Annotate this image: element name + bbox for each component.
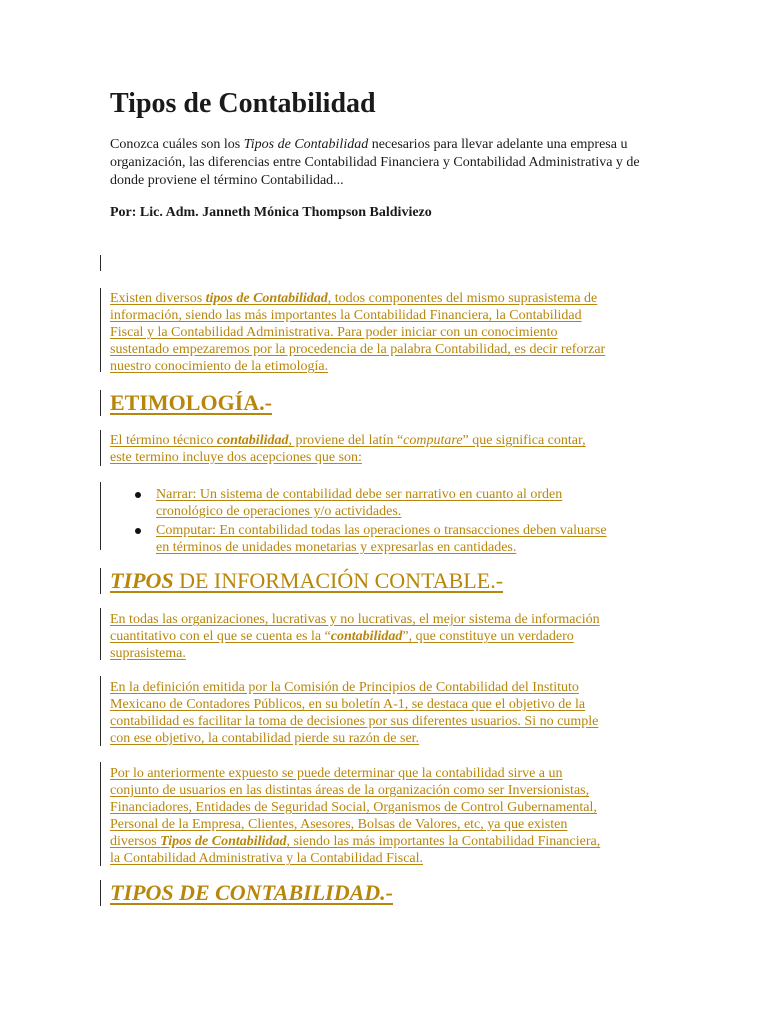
heading-tipos-informacion[interactable] xyxy=(110,567,503,595)
change-bar xyxy=(100,430,101,466)
paragraph-termino[interactable] xyxy=(110,432,586,466)
intro-italic-term: Tipos de Contabilidad xyxy=(243,137,369,152)
page-title: Tipos de Contabilidad xyxy=(110,88,376,119)
paragraph-line: Existen diversos tipos de Contabilidad, todos componentes del mismo suprasistema de xyxy=(110,291,598,306)
paragraph-line: nuestro conocimiento de la etimología. xyxy=(110,359,329,374)
paragraph-line: información, siendo las más importantes la Contabilidad Financiera, la Contabilidad xyxy=(110,308,582,323)
change-bar xyxy=(100,288,101,372)
intro-paragraph xyxy=(110,136,670,190)
paragraph-organizaciones[interactable]: En todas las organizaciones, lucrativas y no lucrativas, el mejor sistema de información cuantitativo con el que se cuenta es la “contabilidad”, que constituye un verdadero suprasistema. xyxy=(110,612,600,661)
intro-text-end: necesarios para llevar adelante una empresa u organización, las diferencias entre Contabilidad Financiera y Contabilidad Administrativa y de donde proviene el término Contabilidad... xyxy=(110,137,640,188)
paragraph-line: Fiscal y la Contabilidad Administrativa. Para poder iniciar con un conocimiento xyxy=(110,325,558,340)
change-bar xyxy=(100,482,101,550)
paragraph-line: este termino incluye dos acepciones que son: xyxy=(110,450,362,465)
paragraph-anteriormente[interactable]: Por lo anteriormente expuesto se puede determinar que la contabilidad sirve a un conjunto de usuarios en las distintas áreas de la organización como ser Inversionistas, Financiadores, Entidades de Seguridad Social, Organismos de Control Gubernamental, Personal de la Empresa, Clientes, Asesores, Bolsas de Valores, etc, ya que existen diversos Tipos de Contabilidad, siendo las más importantes la Contabilidad Financiera, la Contabilidad Administrativa y la Contabilidad Fiscal. xyxy=(110,766,601,866)
bullet-icon xyxy=(135,492,141,498)
latin-term: computare xyxy=(403,433,463,448)
author-byline: Por: Lic. Adm. Janneth Mónica Thompson Baldiviezo xyxy=(110,205,432,220)
heading-regular-part: DE INFORMACIÓN CONTABLE.- xyxy=(173,568,504,593)
emphasis-term: Tipos de Contabilidad xyxy=(160,834,287,849)
change-bar xyxy=(100,762,101,866)
list-item-narrar[interactable]: Narrar: Un sistema de contabilidad debe ser narrativo en cuanto al orden cronológico de operaciones y/o actividades. xyxy=(110,486,607,520)
acepciones-list xyxy=(110,486,607,558)
bullet-icon xyxy=(135,528,141,534)
emphasis-term: contabilidad xyxy=(216,433,289,448)
emphasis-term: tipos de Contabilidad xyxy=(205,291,328,306)
change-bar xyxy=(100,676,101,746)
heading-italic-part: TIPOS xyxy=(110,568,174,593)
intro-text-start: Conozca cuáles son los xyxy=(110,137,244,152)
emphasis-term: contabilidad xyxy=(330,629,403,644)
change-bar xyxy=(100,880,101,906)
empty-paragraph-marker xyxy=(100,255,101,271)
list-item-computar[interactable]: Computar: En contabilidad todas las operaciones o transacciones deben valuarse en términos de unidades monetarias y expresarlas en cantidades. xyxy=(110,522,607,556)
change-bar xyxy=(100,608,101,660)
change-bar xyxy=(100,390,101,416)
change-bar xyxy=(100,568,101,594)
heading-tipos-contabilidad[interactable]: TIPOS DE CONTABILIDAD.- xyxy=(110,880,393,905)
paragraph-line: El término técnico contabilidad, proviene del latín “computare” que significa contar, xyxy=(110,433,586,448)
paragraph-definicion[interactable]: En la definición emitida por la Comisión de Principios de Contabilidad del Instituto Mexicano de Contadores Públicos, en su boletín A-1, se destaca que el objetivo de la contabilidad es facilitar la toma de decisiones por sus diferentes usuarios. Si no cumple con ese objetivo, la contabilidad pierde su razón de ser. xyxy=(110,680,599,746)
paragraph-existen[interactable] xyxy=(110,290,605,375)
paragraph-line: sustentado empezaremos por la procedencia de la palabra Contabilidad, es decir reforzar xyxy=(110,342,606,357)
heading-etimologia[interactable]: ETIMOLOGÍA.- xyxy=(110,390,272,415)
